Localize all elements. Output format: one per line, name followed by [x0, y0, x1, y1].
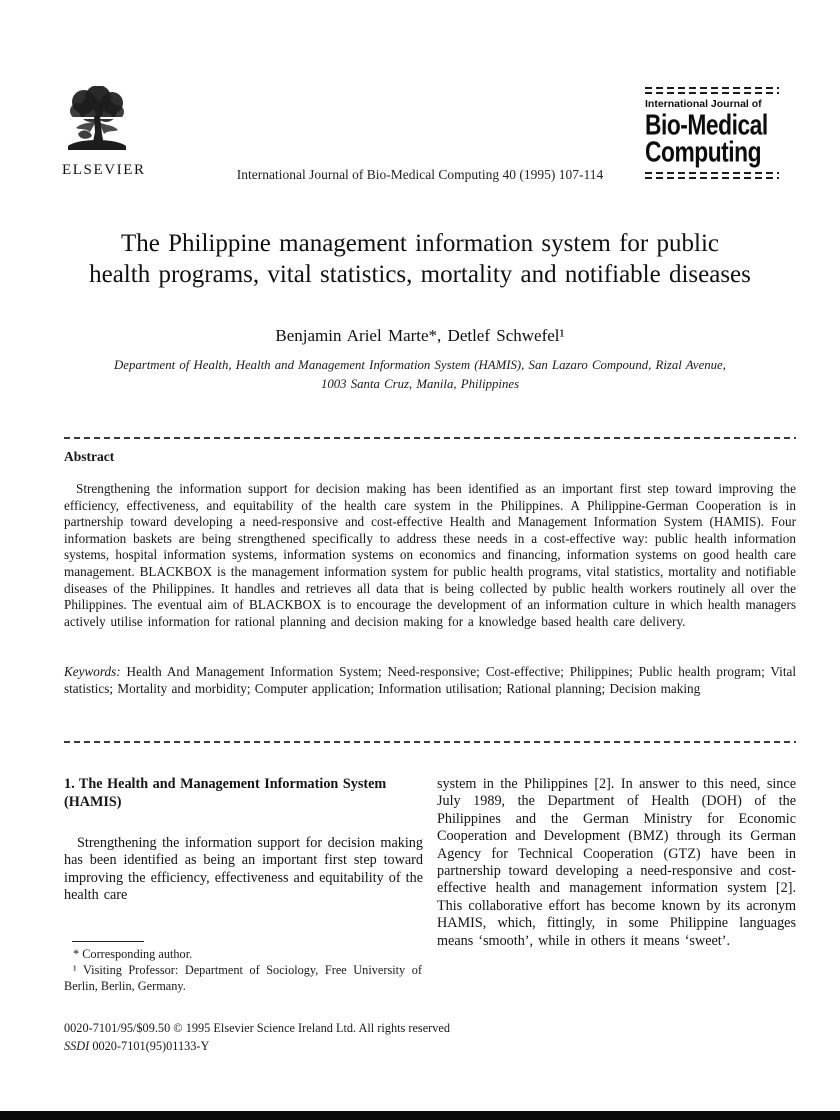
journal-logo-bottom-rule — [645, 172, 779, 179]
copyright-line: 0020-7101/95/$09.50 © 1995 Elsevier Science Ireland Ltd. All rights reserved — [64, 1021, 451, 1035]
right-column-paragraph: system in the Philippines [2]. In answer to this need, since July 1989, the Department of Health (DOH) of the Philippines and the German Ministry for Economic Cooperation and Development (BMZ) through its German Agency for Technical Cooperation (GTZ) have been in partnership toward developing a need-responsive and cost-effective health and management information system [2]. This collaborative effort has become known by its acronym HAMIS, which, fittingly, in some Philippine languages means ‘smooth’, while in others it means ‘sweet’. — [437, 776, 796, 949]
footnote-corresponding-author: * Corresponding author. — [73, 947, 193, 961]
footnote-visiting-professor: ¹ Visiting Professor: Department of Sociology, Free University of Berlin, Berlin, Germany. — [64, 963, 422, 993]
affiliation-line1: Department of Health, Health and Management Information System (HAMIS), San Lazaro Compound, Rizal Avenue, — [114, 358, 726, 372]
ssdi-value: 0020-7101(95)01133-Y — [89, 1039, 210, 1053]
footnote-rule — [72, 941, 144, 942]
ssdi-label: SSDI — [64, 1039, 90, 1053]
section-1-heading: 1. The Health and Management Information System (HAMIS) — [64, 776, 387, 810]
keywords-label: Keywords: — [64, 664, 121, 679]
abstract-heading: Abstract — [64, 449, 115, 464]
page-footer — [64, 1019, 450, 1055]
keywords-text: Health And Management Information System; Need-responsive; Cost-effective; Philippines; Public health program; Vital statistics; Mortality and morbidity; Computer application; Information utilisation; Rational planning; Decision making — [64, 664, 796, 696]
abstract-bottom-divider — [64, 741, 796, 743]
journal-citation: International Journal of Bio-Medical Computing 40 (1995) 107-114 — [236, 167, 604, 182]
scan-edge-bar — [0, 1111, 840, 1120]
journal-logo-line2: Bio-Medical — [645, 109, 768, 142]
affiliation-line2: 1003 Santa Cruz, Manila, Philippines — [320, 377, 520, 391]
journal-logo-top-rule — [645, 87, 779, 94]
article-title — [30, 228, 810, 290]
keywords-block — [64, 663, 796, 697]
publisher-logo-block — [62, 86, 146, 179]
journal-logo-line1: International Journal of — [645, 98, 762, 110]
article-title-line2: health programs, vital statistics, mortality and notifiable diseases — [89, 261, 751, 288]
ssdi-line — [64, 1037, 450, 1055]
right-column — [437, 776, 796, 950]
abstract-text: Strengthening the information support for decision making has been identified as an important first step toward improving the efficiency, effectiveness, and equitability of the health care system in the Philippines. A Philippine-German Cooperation is in partnership toward developing a need-responsive and cost-effective Health and Management Information System (HAMIS). Four information baskets are being strengthened specifically to address these needs in a cost-effective way: public health information systems, hospital information systems, information systems on economics and financing, information systems on good health care management. BLACKBOX is the management information system for public health programs, vital statistics, mortality and notifiable diseases of the Philippines. It handles and retrieves all data that is being collected by public health workers routinely all over the Philippines. The eventual aim of BLACKBOX is to encourage the development of an information culture in which health managers actively utilise information for rational planning and decision making for a knowledge based health care delivery. — [64, 481, 796, 629]
article-title-line1: The Philippine management information system for public — [121, 230, 719, 257]
journal-logo-line3: Computing — [645, 136, 762, 169]
elsevier-tree-icon — [62, 86, 132, 160]
abstract-top-divider — [64, 437, 796, 439]
author-line: Benjamin Ariel Marte*, Detlef Schwefel¹ — [275, 326, 565, 345]
publisher-name: ELSEVIER — [62, 162, 146, 178]
footnotes-block — [64, 941, 422, 994]
journal-logo-box — [645, 87, 779, 182]
left-column-paragraph: Strengthening the information support for decision making has been identified as being an important first step toward improving the efficiency, effectiveness and equitability of the health care — [64, 835, 423, 904]
left-column — [64, 776, 423, 905]
